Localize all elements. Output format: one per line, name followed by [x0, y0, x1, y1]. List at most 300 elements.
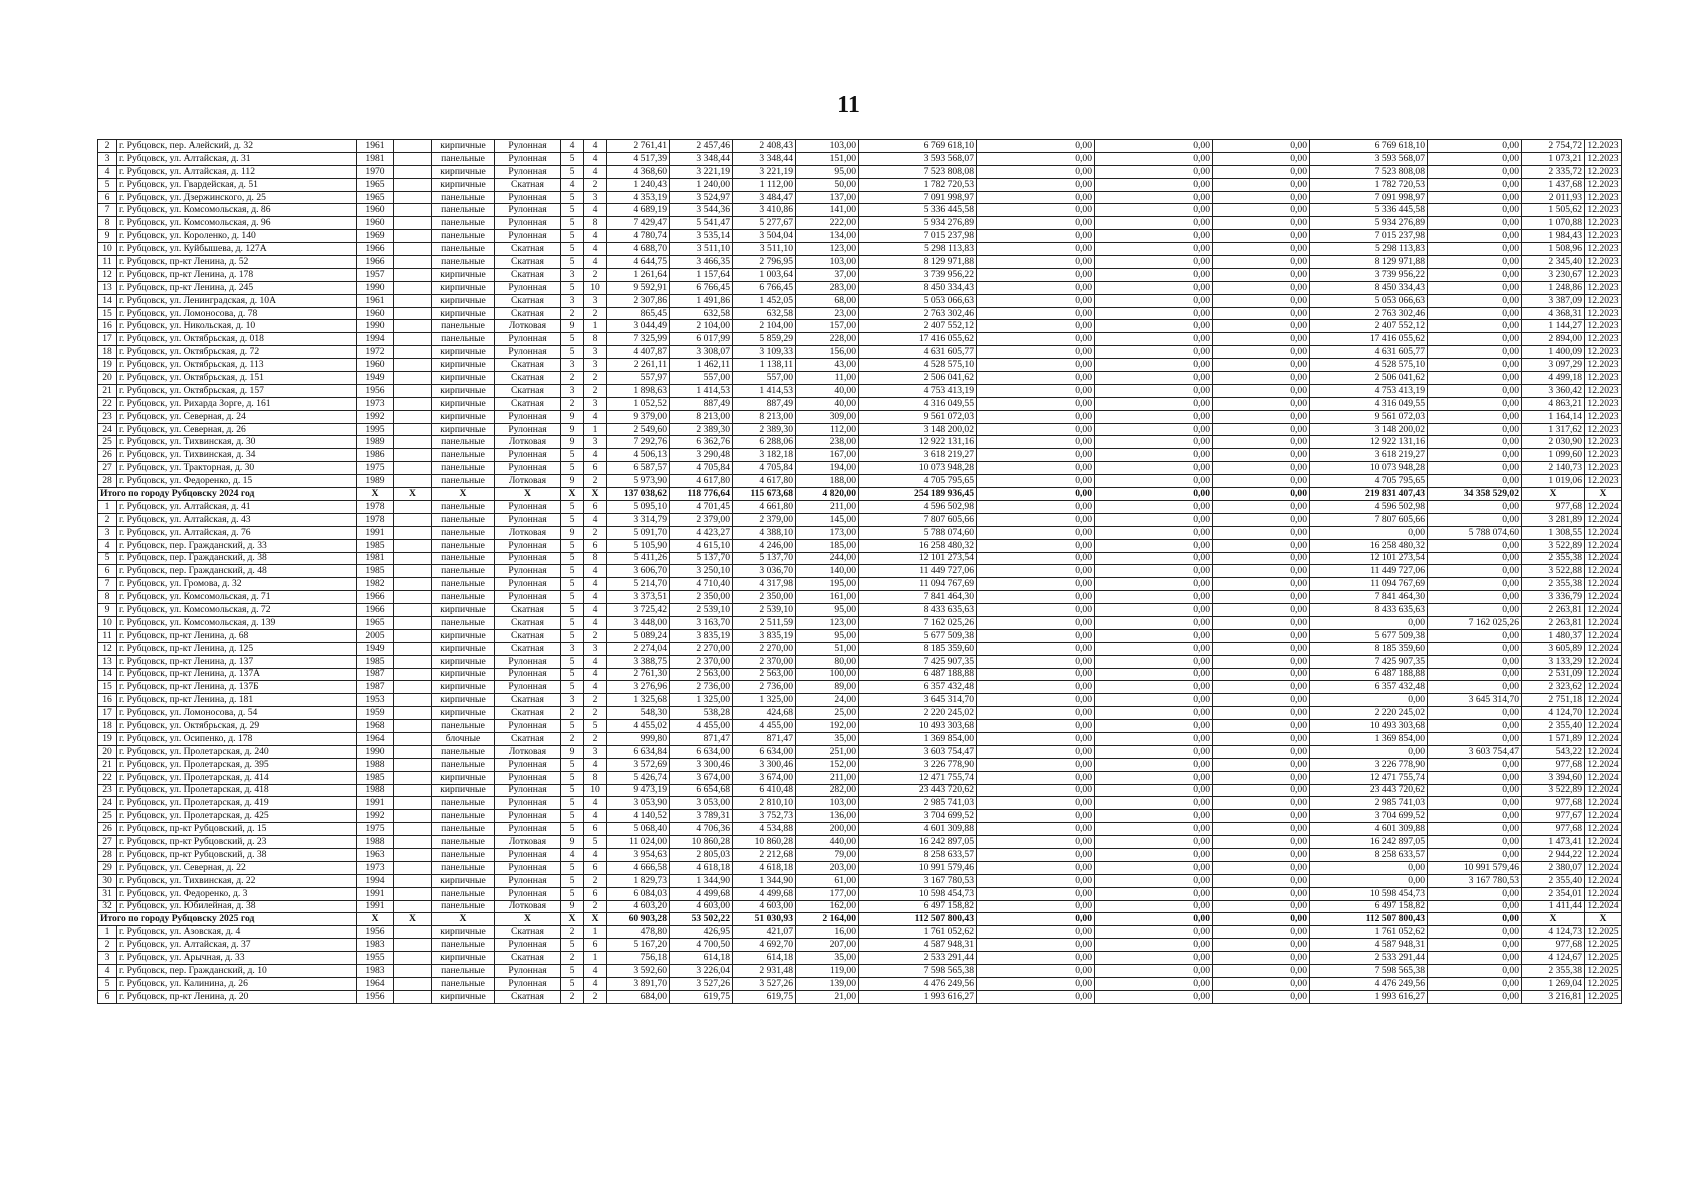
table-cell: 3 — [584, 346, 607, 359]
total-cell: X — [394, 913, 432, 926]
table-cell: г. Рубцовск, ул. Комсомольская, д. 86 — [117, 204, 357, 217]
table-cell: 228,00 — [796, 333, 859, 346]
table-cell: 4 353,19 — [607, 191, 670, 204]
table-cell: 5 — [98, 178, 117, 191]
table-cell: 1 571,89 — [1522, 732, 1585, 745]
table-cell: 16 242 897,05 — [859, 836, 977, 849]
table-cell: г. Рубцовск, пер. Гражданский, д. 33 — [117, 539, 357, 552]
table-cell: 7 841 464,30 — [1310, 591, 1428, 604]
table-cell: 2 — [561, 707, 584, 720]
table-cell: 0,00 — [1095, 642, 1213, 655]
table-cell: 1989 — [357, 436, 394, 449]
table-cell — [394, 939, 432, 952]
table-cell: 4 688,70 — [607, 243, 670, 256]
total-cell: 219 831 407,43 — [1310, 488, 1428, 501]
table-cell: 0,00 — [1095, 732, 1213, 745]
table-cell — [394, 513, 432, 526]
table-cell: 2 354,01 — [1522, 887, 1585, 900]
table-cell: г. Рубцовск, ул. Северная, д. 24 — [117, 410, 357, 423]
table-cell: 0,00 — [1428, 926, 1522, 939]
table-cell: панельные — [432, 436, 495, 449]
table-cell: 2 — [584, 526, 607, 539]
table-cell: Рулонная — [495, 848, 561, 861]
table-cell: 614,18 — [733, 952, 796, 965]
table-cell: 6 084,03 — [607, 887, 670, 900]
table-cell: г. Рубцовск, ул. Пролетарская, д. 419 — [117, 797, 357, 810]
table-cell — [394, 423, 432, 436]
table-cell: 4 631 605,77 — [859, 346, 977, 359]
total-cell: X — [432, 913, 495, 926]
table-cell: 2 — [584, 900, 607, 913]
table-cell — [394, 900, 432, 913]
table-cell: 0,00 — [977, 256, 1095, 269]
table-cell: 1965 — [357, 616, 394, 629]
table-cell: 0,00 — [1428, 939, 1522, 952]
table-cell: 10 — [584, 784, 607, 797]
table-cell: 0,00 — [977, 526, 1095, 539]
table-cell: панельные — [432, 758, 495, 771]
table-cell: 195,00 — [796, 578, 859, 591]
table-cell: 251,00 — [796, 745, 859, 758]
table-cell: 0,00 — [1428, 732, 1522, 745]
table-cell: 1990 — [357, 281, 394, 294]
table-cell: 37,00 — [796, 268, 859, 281]
table-cell: 5 677 509,38 — [1310, 629, 1428, 642]
table-cell: 1 248,86 — [1522, 281, 1585, 294]
table-cell: г. Рубцовск, ул. Комсомольская, д. 72 — [117, 604, 357, 617]
table-cell: 1 505,62 — [1522, 204, 1585, 217]
table-cell: панельные — [432, 836, 495, 849]
table-cell: 1 — [98, 500, 117, 513]
table-cell: 12.2024 — [1585, 681, 1622, 694]
table-cell: 12.2024 — [1585, 707, 1622, 720]
table-cell: 244,00 — [796, 552, 859, 565]
table-cell: 4 — [584, 848, 607, 861]
table-cell: 1 144,27 — [1522, 320, 1585, 333]
table-cell: 1 003,64 — [733, 268, 796, 281]
table-cell: 6 — [584, 500, 607, 513]
table-cell: 5 105,90 — [607, 539, 670, 552]
table-cell: 0,00 — [1428, 204, 1522, 217]
total-cell: X — [432, 488, 495, 501]
table-cell: 1975 — [357, 823, 394, 836]
table-cell: 3 — [98, 152, 117, 165]
table-cell: 0,00 — [1213, 591, 1310, 604]
table-cell: 8 129 971,88 — [859, 256, 977, 269]
table-row — [98, 758, 1622, 771]
table-cell — [394, 462, 432, 475]
table-cell: 0,00 — [1428, 397, 1522, 410]
table-cell: 4 368,60 — [607, 165, 670, 178]
table-cell: г. Рубцовск, пр-кт Ленина, д. 125 — [117, 642, 357, 655]
table-cell: 5 — [561, 823, 584, 836]
table-cell: 2 355,38 — [1522, 578, 1585, 591]
table-cell: 1953 — [357, 694, 394, 707]
table-cell — [394, 578, 432, 591]
table-cell: 5 — [561, 681, 584, 694]
total-cell: 118 776,64 — [670, 488, 733, 501]
table-cell: 21 — [98, 758, 117, 771]
table-cell: 1989 — [357, 475, 394, 488]
table-cell: 2 389,30 — [670, 423, 733, 436]
table-cell: Рулонная — [495, 965, 561, 978]
table-cell: 3 097,29 — [1522, 359, 1585, 372]
table-cell: 0,00 — [977, 307, 1095, 320]
table-cell: 4 617,80 — [670, 475, 733, 488]
table-cell: 8 — [98, 591, 117, 604]
table-cell: 0,00 — [1095, 745, 1213, 758]
table-cell: 0,00 — [977, 333, 1095, 346]
table-cell: 4 — [584, 513, 607, 526]
table-cell: 4 517,39 — [607, 152, 670, 165]
table-cell: 8 185 359,60 — [859, 642, 977, 655]
table-cell: 2 263,81 — [1522, 616, 1585, 629]
table-cell: 12.2024 — [1585, 745, 1622, 758]
table-cell: 0,00 — [1428, 990, 1522, 1003]
table-cell: 0,00 — [1213, 732, 1310, 745]
table-cell: 0,00 — [977, 204, 1095, 217]
table-cell: 12.2024 — [1585, 513, 1622, 526]
table-cell: 162,00 — [796, 900, 859, 913]
table-cell: 3 — [584, 745, 607, 758]
table-cell: 1 344,90 — [670, 874, 733, 887]
table-cell: 6 497 158,82 — [859, 900, 977, 913]
table-cell: 43,00 — [796, 359, 859, 372]
table-cell: Скатная — [495, 952, 561, 965]
table-cell: 0,00 — [977, 384, 1095, 397]
table-cell: 977,68 — [1522, 823, 1585, 836]
table-cell: 4 603,20 — [607, 900, 670, 913]
table-cell: 1 — [98, 926, 117, 939]
table-cell: 977,68 — [1522, 939, 1585, 952]
table-cell — [394, 410, 432, 423]
table-cell: 4 701,45 — [670, 500, 733, 513]
table-cell: 8 — [584, 552, 607, 565]
table-row — [98, 848, 1622, 861]
table-cell: 4 705,84 — [733, 462, 796, 475]
table-cell: 0,00 — [977, 372, 1095, 385]
table-cell: Скатная — [495, 307, 561, 320]
table-cell: 3 603 754,47 — [859, 745, 977, 758]
table-cell: 22 — [98, 771, 117, 784]
table-cell: 5 167,20 — [607, 939, 670, 952]
table-cell: 5 973,90 — [607, 475, 670, 488]
table-cell: блочные — [432, 732, 495, 745]
table-cell: г. Рубцовск, ул. Тихвинская, д. 22 — [117, 874, 357, 887]
table-cell: 0,00 — [977, 281, 1095, 294]
table-cell: 0,00 — [1213, 681, 1310, 694]
table-cell: 12.2024 — [1585, 784, 1622, 797]
table-cell: 5 — [561, 797, 584, 810]
table-cell — [394, 771, 432, 784]
table-cell: 6 — [584, 462, 607, 475]
table-cell: 8 — [98, 217, 117, 230]
table-cell: 6 410,48 — [733, 784, 796, 797]
table-cell: 0,00 — [1213, 848, 1310, 861]
table-cell: 1 993 616,27 — [859, 990, 977, 1003]
table-cell: 2 370,00 — [670, 655, 733, 668]
table-cell: 4 596 502,98 — [1310, 500, 1428, 513]
table-cell: 17 — [98, 333, 117, 346]
table-cell: 4 246,00 — [733, 539, 796, 552]
table-cell: 3 410,86 — [733, 204, 796, 217]
table-cell: 756,18 — [607, 952, 670, 965]
table-cell: 1965 — [357, 191, 394, 204]
table-cell: 0,00 — [1095, 320, 1213, 333]
table-cell: 3 — [561, 294, 584, 307]
table-cell: 6 634,00 — [670, 745, 733, 758]
table-cell: 0,00 — [977, 462, 1095, 475]
table-cell: г. Рубцовск, ул. Тракторная, д. 30 — [117, 462, 357, 475]
table-row — [98, 552, 1622, 565]
table-cell: панельные — [432, 191, 495, 204]
table-cell: 2 355,40 — [1522, 874, 1585, 887]
table-cell — [394, 732, 432, 745]
table-cell: 4 — [584, 140, 607, 153]
table-row — [98, 887, 1622, 900]
table-cell: кирпичные — [432, 771, 495, 784]
table-cell — [394, 436, 432, 449]
table-cell: 173,00 — [796, 526, 859, 539]
table-total-row — [98, 488, 1622, 501]
table-cell: 4 661,80 — [733, 500, 796, 513]
table-cell: г. Рубцовск, ул. Пролетарская, д. 240 — [117, 745, 357, 758]
table-row — [98, 140, 1622, 153]
table-cell: 0,00 — [1428, 758, 1522, 771]
table-cell: Рулонная — [495, 810, 561, 823]
table-cell: 51,00 — [796, 642, 859, 655]
total-cell: X — [1522, 913, 1585, 926]
table-cell: 5 — [561, 217, 584, 230]
table-cell: 5 — [561, 977, 584, 990]
table-cell: г. Рубцовск, пр-кт Рубцовский, д. 23 — [117, 836, 357, 849]
table-cell: 2 — [98, 513, 117, 526]
total-cell: X — [394, 488, 432, 501]
table-cell: 12.2023 — [1585, 294, 1622, 307]
table-cell: г. Рубцовск, ул. Азовская, д. 4 — [117, 926, 357, 939]
table-cell: 134,00 — [796, 230, 859, 243]
table-cell: 0,00 — [1428, 642, 1522, 655]
table-cell: 12.2023 — [1585, 281, 1622, 294]
table-body — [98, 140, 1622, 1004]
table-cell: кирпичные — [432, 410, 495, 423]
table-cell: 2 407 552,12 — [1310, 320, 1428, 333]
table-cell: Лотковая — [495, 475, 561, 488]
table-cell: Рулонная — [495, 939, 561, 952]
table-cell: 557,00 — [733, 372, 796, 385]
table-cell: 1 325,00 — [733, 694, 796, 707]
table-cell: 4 705 795,65 — [859, 475, 977, 488]
table-cell: 8 — [584, 217, 607, 230]
table-cell: 5 — [561, 204, 584, 217]
table-cell: 12.2024 — [1585, 629, 1622, 642]
table-cell: 7 292,76 — [607, 436, 670, 449]
table-cell: 12.2024 — [1585, 797, 1622, 810]
table-cell: 3 522,88 — [1522, 565, 1585, 578]
table-cell: 3 484,47 — [733, 191, 796, 204]
table-cell: 12.2024 — [1585, 874, 1622, 887]
table-cell: 0,00 — [1213, 758, 1310, 771]
table-cell: 12 922 131,16 — [1310, 436, 1428, 449]
table-row — [98, 681, 1622, 694]
table-cell: 12.2023 — [1585, 333, 1622, 346]
total-cell: 0,00 — [1095, 488, 1213, 501]
table-cell: 0,00 — [1095, 500, 1213, 513]
table-cell: 3 388,75 — [607, 655, 670, 668]
table-cell: 0,00 — [1213, 191, 1310, 204]
table-cell: 3 448,00 — [607, 616, 670, 629]
table-cell: г. Рубцовск, ул. Октябрьская, д. 113 — [117, 359, 357, 372]
table-cell: г. Рубцовск, ул. Рихарда Зорге, д. 161 — [117, 397, 357, 410]
table-cell: 5 — [561, 887, 584, 900]
table-cell: Рулонная — [495, 423, 561, 436]
table-cell: 4 — [584, 616, 607, 629]
table-cell: 2 — [561, 372, 584, 385]
table-cell: 10 860,28 — [733, 836, 796, 849]
table-cell: 12.2024 — [1585, 655, 1622, 668]
table-cell: 5 — [561, 591, 584, 604]
table-cell: 5 934 276,89 — [1310, 217, 1428, 230]
table-cell: 12.2024 — [1585, 861, 1622, 874]
table-row — [98, 745, 1622, 758]
table-cell: Рулонная — [495, 462, 561, 475]
table-cell: 0,00 — [1213, 874, 1310, 887]
table-row — [98, 861, 1622, 874]
total-cell: 2 164,00 — [796, 913, 859, 926]
table-cell: 4 644,75 — [607, 256, 670, 269]
table-cell: 24,00 — [796, 694, 859, 707]
table-cell: Рулонная — [495, 861, 561, 874]
table-cell: 11 094 767,69 — [1310, 578, 1428, 591]
table-cell: 9 561 072,03 — [859, 410, 977, 423]
table-cell: 0,00 — [977, 707, 1095, 720]
table-cell: 12.2024 — [1585, 836, 1622, 849]
table-cell: 12.2024 — [1585, 720, 1622, 733]
table-cell: 32 — [98, 900, 117, 913]
table-cell: кирпичные — [432, 604, 495, 617]
table-cell: 632,58 — [733, 307, 796, 320]
table-cell: 12.2024 — [1585, 823, 1622, 836]
table-cell: 0,00 — [977, 436, 1095, 449]
table-cell: 7 425 907,35 — [859, 655, 977, 668]
table-cell: 2 274,04 — [607, 642, 670, 655]
table-cell: 0,00 — [1095, 333, 1213, 346]
table-cell: 0,00 — [977, 810, 1095, 823]
table-cell: 1966 — [357, 256, 394, 269]
table-cell: кирпичные — [432, 990, 495, 1003]
table-cell: 1 019,06 — [1522, 475, 1585, 488]
table-cell: 1994 — [357, 333, 394, 346]
table-cell: 11,00 — [796, 372, 859, 385]
table-cell: 0,00 — [1213, 436, 1310, 449]
table-cell: Рулонная — [495, 204, 561, 217]
table-cell: 2 — [561, 952, 584, 965]
table-cell: 6 634,00 — [733, 745, 796, 758]
table-cell: 0,00 — [1428, 140, 1522, 153]
table-cell: 6 — [98, 990, 117, 1003]
table-cell: 0,00 — [1095, 539, 1213, 552]
table-cell: 2 — [561, 732, 584, 745]
table-cell: 887,49 — [733, 397, 796, 410]
table-row — [98, 372, 1622, 385]
table-cell: 177,00 — [796, 887, 859, 900]
table-cell: Рулонная — [495, 552, 561, 565]
table-cell: 1 — [584, 952, 607, 965]
table-cell — [394, 823, 432, 836]
table-cell: 0,00 — [1310, 745, 1428, 758]
table-cell: 0,00 — [1213, 629, 1310, 642]
table-cell: 0,00 — [1213, 462, 1310, 475]
table-cell: кирпичные — [432, 694, 495, 707]
table-cell: кирпичные — [432, 629, 495, 642]
table-cell: 12.2025 — [1585, 990, 1622, 1003]
table-cell: 4 124,70 — [1522, 707, 1585, 720]
table-cell: 3 — [584, 642, 607, 655]
table-cell: 0,00 — [1428, 436, 1522, 449]
table-cell: 1991 — [357, 526, 394, 539]
table-row — [98, 230, 1622, 243]
table-cell: 7 091 998,97 — [859, 191, 977, 204]
table-cell: 8 258 633,57 — [859, 848, 977, 861]
table-cell: 0,00 — [977, 268, 1095, 281]
table-cell: 12.2024 — [1585, 694, 1622, 707]
table-cell: 3 250,10 — [670, 565, 733, 578]
table-cell: 4 692,70 — [733, 939, 796, 952]
table-cell: 2 — [98, 140, 117, 153]
table-cell: 5 336 445,58 — [1310, 204, 1428, 217]
table-row — [98, 732, 1622, 745]
table-cell: г. Рубцовск, ул. Комсомольская, д. 71 — [117, 591, 357, 604]
table-cell: 0,00 — [1428, 333, 1522, 346]
table-cell: 2 140,73 — [1522, 462, 1585, 475]
table-cell: Скатная — [495, 616, 561, 629]
table-cell: 0,00 — [977, 990, 1095, 1003]
table-cell: 3 036,70 — [733, 565, 796, 578]
table-cell — [394, 668, 432, 681]
table-cell: 7 841 464,30 — [859, 591, 977, 604]
table-cell: г. Рубцовск, пр-кт Ленина, д. 181 — [117, 694, 357, 707]
table-cell: 6 — [98, 565, 117, 578]
table-cell: 4 316 049,55 — [1310, 397, 1428, 410]
table-cell: 12.2023 — [1585, 243, 1622, 256]
table-cell: 3 133,29 — [1522, 655, 1585, 668]
table-cell: 0,00 — [1213, 926, 1310, 939]
table-cell: 12 101 273,54 — [1310, 552, 1428, 565]
table-cell: 2 754,72 — [1522, 140, 1585, 153]
table-cell: 887,49 — [670, 397, 733, 410]
table-cell: 6 587,57 — [607, 462, 670, 475]
table-cell — [394, 268, 432, 281]
table-cell: г. Рубцовск, ул. Пролетарская, д. 418 — [117, 784, 357, 797]
table-cell: 100,00 — [796, 668, 859, 681]
table-cell: 9 561 072,03 — [1310, 410, 1428, 423]
table-cell: 3 954,63 — [607, 848, 670, 861]
table-cell: 19 — [98, 359, 117, 372]
table-cell: панельные — [432, 745, 495, 758]
table-cell: 2 931,48 — [733, 965, 796, 978]
table-cell: 4 618,18 — [733, 861, 796, 874]
table-cell: 4 455,02 — [607, 720, 670, 733]
table-cell: 11 — [98, 256, 117, 269]
table-cell: панельные — [432, 513, 495, 526]
table-row — [98, 397, 1622, 410]
table-cell — [394, 616, 432, 629]
table-cell: 0,00 — [1213, 707, 1310, 720]
table-cell: 0,00 — [1213, 539, 1310, 552]
table-row — [98, 178, 1622, 191]
table-row — [98, 475, 1622, 488]
table-cell: 8 450 334,43 — [1310, 281, 1428, 294]
